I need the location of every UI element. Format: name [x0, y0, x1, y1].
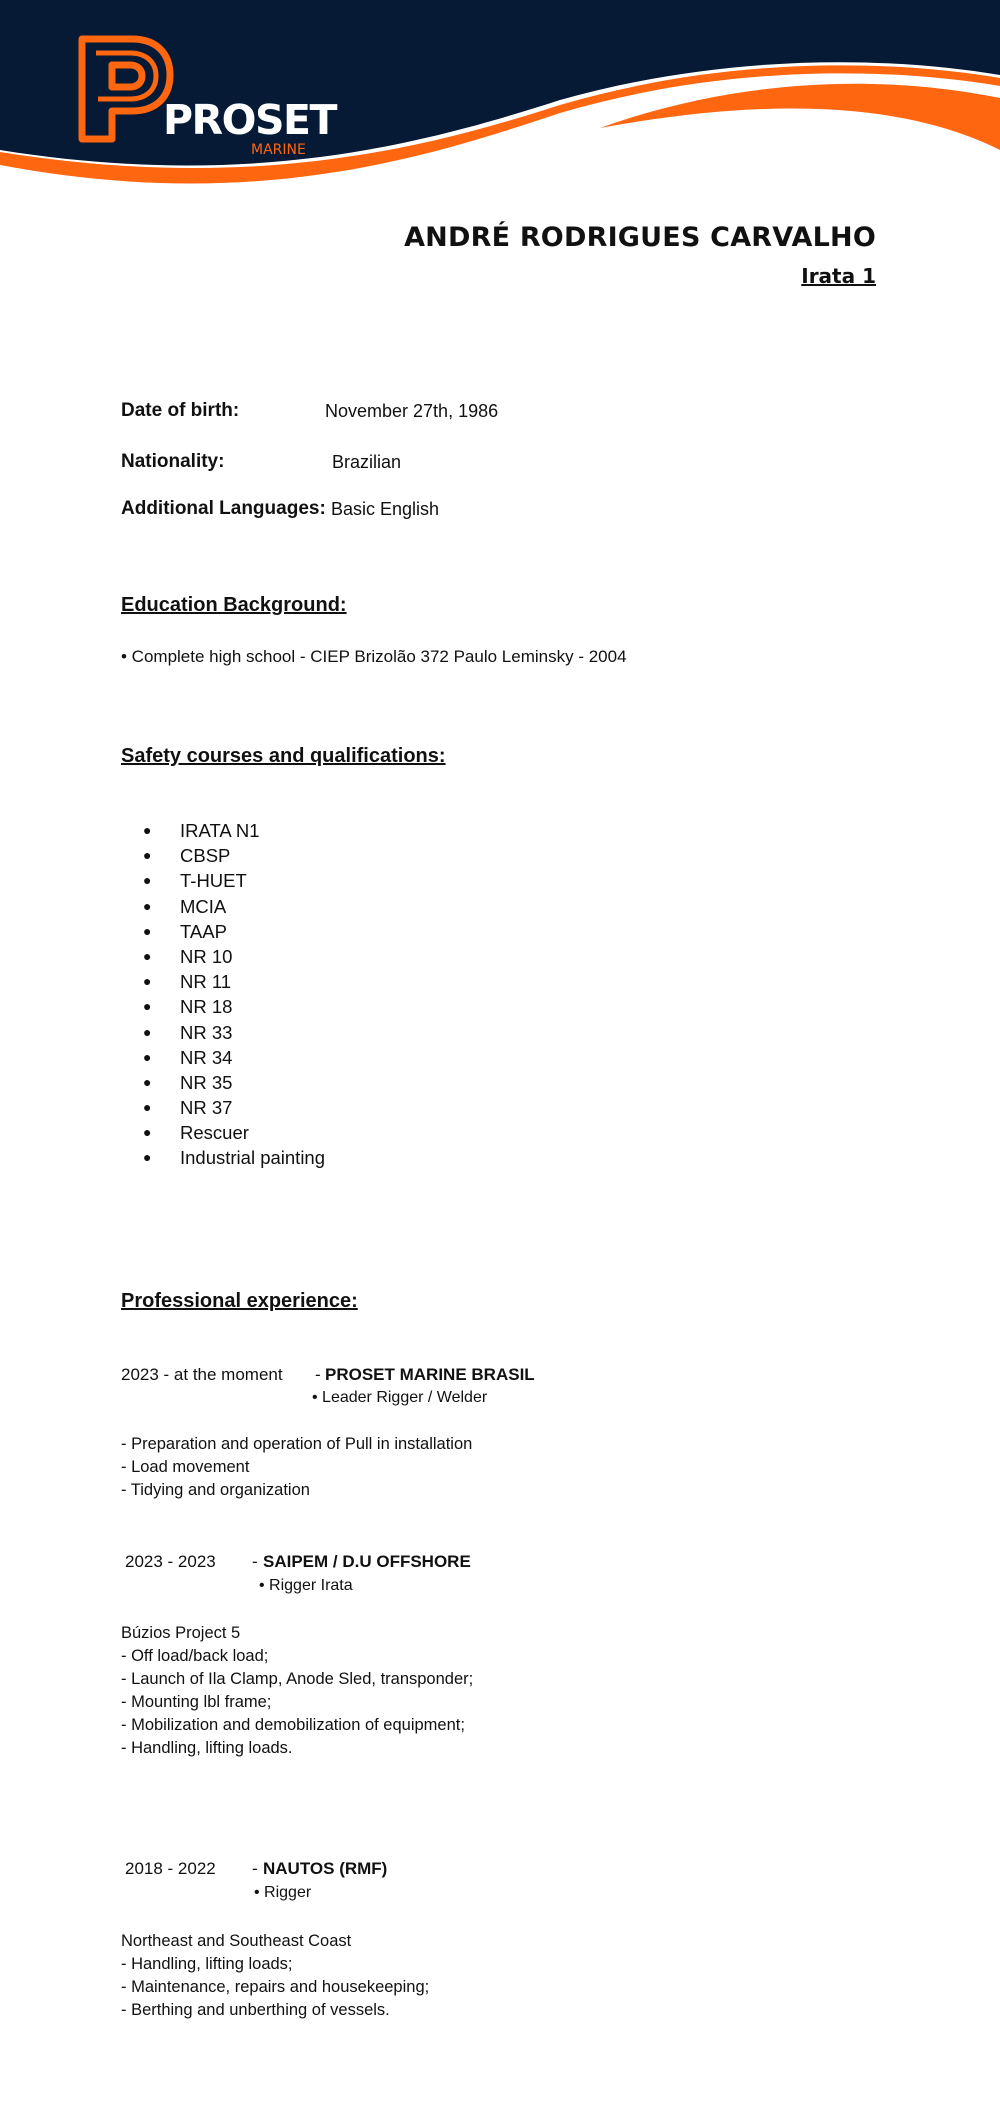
- education-heading: Education Background:: [121, 594, 347, 616]
- list-item: ● NR 11: [143, 969, 325, 994]
- education-item: • Complete high school - CIEP Brizolão 372 Paulo Leminsky - 2004: [121, 647, 627, 666]
- list-item: ● NR 37: [143, 1095, 325, 1120]
- brand-subtitle: MARINE: [251, 142, 306, 158]
- person-name: ANDRÉ RODRIGUES CARVALHO: [404, 222, 876, 253]
- list-item: - Off load/back load;: [121, 1647, 269, 1665]
- bullet-icon: ●: [143, 872, 152, 889]
- job-role: • Leader Rigger / Welder: [312, 1389, 488, 1406]
- dob-label: Date of birth:: [121, 400, 240, 421]
- job-period: 2018 - 2022: [125, 1859, 216, 1878]
- list-item: - Maintenance, repairs and housekeeping;: [121, 1978, 430, 1996]
- experience-heading: Professional experience:: [121, 1290, 358, 1312]
- bullet-icon: ●: [143, 847, 152, 864]
- list-item: ● NR 10: [143, 944, 325, 969]
- list-item: ● MCIA: [143, 894, 325, 919]
- bullet-icon: ●: [143, 1073, 152, 1090]
- job-location: Northeast and Southeast Coast: [121, 1932, 352, 1950]
- list-item: - Berthing and unberthing of vessels.: [121, 2001, 390, 2019]
- list-item: ● TAAP: [143, 919, 325, 944]
- bullet-icon: ●: [143, 998, 152, 1015]
- list-item: - Tidying and organization: [121, 1481, 310, 1499]
- bullet-icon: ●: [143, 1124, 152, 1141]
- bullet-icon: ●: [143, 1023, 152, 1040]
- bullet-icon: ●: [143, 922, 152, 939]
- list-item: ● T-HUET: [143, 868, 325, 893]
- person-role: Irata 1: [801, 264, 876, 288]
- job-dash: -: [252, 1859, 258, 1878]
- list-item: ● NR 34: [143, 1045, 325, 1070]
- bullet-icon: ●: [143, 897, 152, 914]
- job-details: [121, 1930, 429, 2022]
- job-period: 2023 - 2023: [125, 1552, 216, 1571]
- list-item: - Preparation and operation of Pull in installation: [121, 1435, 473, 1453]
- bullet-icon: ●: [143, 1048, 152, 1065]
- job-role: • Rigger: [254, 1884, 312, 1901]
- safety-heading: Safety courses and qualifications:: [121, 745, 446, 767]
- safety-course-list: [143, 818, 325, 1171]
- list-item: - Handling, lifting loads;: [121, 1955, 293, 1973]
- list-item: - Handling, lifting loads.: [121, 1739, 293, 1757]
- dob-value: November 27th, 1986: [325, 401, 499, 421]
- list-item: - Load movement: [121, 1458, 250, 1476]
- proset-logo-mark: [78, 35, 174, 143]
- brand-name: PROSET: [163, 96, 336, 144]
- job-company: NAUTOS (RMF): [263, 1859, 388, 1878]
- bullet-icon: ●: [143, 1099, 152, 1116]
- job-details: [121, 1433, 472, 1502]
- list-item: ● NR 35: [143, 1070, 325, 1095]
- job-company: PROSET MARINE BRASIL: [325, 1365, 535, 1384]
- bullet-icon: ●: [143, 822, 152, 838]
- bullet-icon: ●: [143, 947, 152, 964]
- list-item: - Launch of Ila Clamp, Anode Sled, transponder;: [121, 1670, 474, 1688]
- bullet-icon: ●: [143, 1149, 152, 1166]
- job-period: 2023 - at the moment: [121, 1365, 283, 1384]
- list-item: ● CBSP: [143, 843, 325, 868]
- nationality-value: Brazilian: [332, 452, 402, 472]
- job-location: Búzios Project 5: [121, 1624, 241, 1642]
- list-item: - Mounting lbl frame;: [121, 1693, 272, 1711]
- job-details: [121, 1622, 473, 1760]
- nationality-label: Nationality:: [121, 451, 225, 472]
- languages-value: Basic English: [331, 499, 440, 519]
- list-item: ● Rescuer: [143, 1120, 325, 1145]
- job-role: • Rigger Irata: [259, 1577, 353, 1594]
- list-item: ● NR 33: [143, 1020, 325, 1045]
- job-dash: -: [252, 1552, 258, 1571]
- job-company: SAIPEM / D.U OFFSHORE: [263, 1552, 471, 1571]
- languages-label: Additional Languages:: [121, 498, 326, 519]
- bullet-icon: ●: [143, 973, 152, 990]
- list-item: ● NR 18: [143, 994, 325, 1019]
- list-item: ● Industrial painting: [143, 1145, 325, 1170]
- job-dash: -: [315, 1365, 321, 1384]
- list-item: ● IRATA N1: [143, 818, 325, 843]
- list-item: - Mobilization and demobilization of equipment;: [121, 1716, 465, 1734]
